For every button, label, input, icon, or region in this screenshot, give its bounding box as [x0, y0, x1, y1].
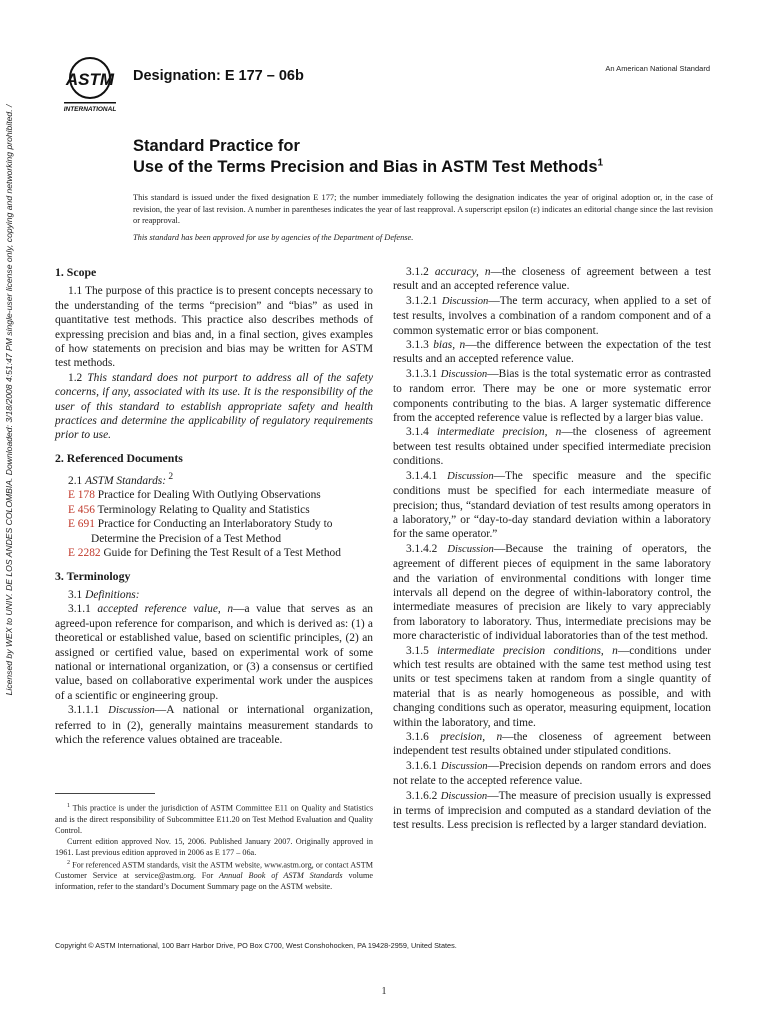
- document-title: [133, 136, 733, 178]
- ref-link[interactable]: E 456: [68, 503, 95, 516]
- title-line-2: Use of the Terms Precision and Bias in ASTM Test Methods$^1$: [133, 157, 604, 176]
- para-2-1: 2.1 ASTM Standards: $^2$: [68, 472, 174, 488]
- license-side-notice: Licensed by WEX to UNIV. DE LOS ANDES COLOMBIA. Downloaded: 3/18/2008 4:51:47 PM single-user license only, copying and networking prohibited. /: [4, 104, 14, 696]
- footnotes: [55, 801, 373, 892]
- title-line-1: Standard Practice for: [133, 137, 300, 155]
- footnote-1-edition: Current edition approved Nov. 15, 2006. Published January 2007. Originally approved in 1961. Last previous edition approved in 2006 as E 177 – 06a.: [55, 836, 373, 857]
- para-3-1-5: 3.1.5 intermediate precision conditions, n—conditions under which test results are obtained with the same test method using test units or test specimens taken at random from a single quantity of material that is as nearly homogeneous as possible, and with changing conditions such as operator, measuring equipment, location within the laboratory, and time.: [393, 644, 711, 729]
- para-3-1-2-1: 3.1.2.1 Discussion—The term accuracy, when applied to a set of test results, involves a combination of a random component and of a common systematic error or bias component.: [393, 294, 711, 337]
- para-3-1-6-2: 3.1.6.2 Discussion—The measure of precision usually is expressed in terms of imprecision and computed as a standard deviation of the test results. Less precision is reflected by a larger standard deviation.: [393, 789, 712, 832]
- para-1-2: 1.2 This standard does not purport to address all of the safety concerns, if any, associated with its use. It is the responsibility of the user of this standard to establish appropriate safety and health practices and determine the applicability of regulatory requirements prior to use.: [55, 371, 373, 442]
- ref-e2282[interactable]: E 2282 Guide for Defining the Test Result of a Test Method: [68, 547, 341, 560]
- right-column: [393, 265, 711, 833]
- title-footnote-mark: 1: [597, 157, 604, 169]
- dod-approval-note: This standard has been approved for use by agencies of the Department of Defense.: [133, 233, 414, 242]
- terminology-heading: 3. Terminology: [55, 568, 131, 583]
- scope-heading: 1. Scope: [55, 265, 97, 279]
- preamble: This standard is issued under the fixed designation E 177; the number immediately following the designation indicates the year of original adoption or, in the case of revision, the year of last revision. A number in parentheses indicates the year of last reapproval. A superscript epsilon (ε) indicates an editorial change since the last revision or reapproval.: [133, 193, 713, 226]
- logo-letters: ASTM: [65, 70, 115, 89]
- para-3-1-3-1: 3.1.3.1 Discussion—Bias is the total systematic error as contrasted to random error. There may be one or more systematic error components contributing to the bias. A larger systematic difference from the accepted reference value is reflected by a larger bias value.: [393, 367, 712, 425]
- ref-e691-continuation: Determine the Precision of a Test Method: [91, 532, 282, 545]
- para-3-1-3: 3.1.3 bias, n—the difference between the expectation of the test results and an accepted reference value.: [393, 339, 711, 366]
- logo-sub: INTERNATIONAL: [63, 106, 117, 113]
- para-3-1-6-1: 3.1.6.1 Discussion—Precision depends on random errors and does not relate to the accepted reference value.: [393, 759, 711, 788]
- american-national-standard-label: An American National Standard: [605, 64, 710, 73]
- para-3-1-2: 3.1.2 accuracy, n—the closeness of agreement between a test result and an accepted reference value.: [393, 266, 711, 293]
- ref-link[interactable]: E 691: [68, 518, 95, 531]
- ref-e456[interactable]: E 456 Terminology Relating to Quality and Statistics: [68, 503, 310, 516]
- footnote-1: $^1$ This practice is under the jurisdiction of ASTM Committee E11 on Quality and Statistics and is the direct responsibility of Subcommittee E11.20 on Test Method Evaluation and Quality Control.: [55, 803, 373, 835]
- ref-e691[interactable]: E 691 Practice for Conducting an Interlaboratory Study to: [68, 518, 333, 531]
- astm-logo: [58, 54, 122, 114]
- designation: Designation: E 177 – 06b: [133, 68, 304, 84]
- referenced-documents-heading: 2. Referenced Documents: [55, 450, 183, 465]
- para-3-1-4: 3.1.4 intermediate precision, n—the closeness of agreement between test results obtained under specified intermediate precision conditions.: [393, 426, 711, 468]
- para-3-1-1: 3.1.1 accepted reference value, n—a value that serves as an agreed-upon reference for comparison, and which is derived as: (1) a theoretical or established value, based on scientific principles, (2) an assigned or certified value, based on experimental work of some national or international organization, or (3) a consensus or certified value, based on collaborative experimental work under the auspices of a scientific or engineering group.: [55, 603, 373, 702]
- ref-link[interactable]: E 2282: [68, 547, 101, 560]
- para-3-1-6: 3.1.6 precision, n—the closeness of agreement between independent test results obtained under stipulated conditions.: [393, 731, 712, 758]
- ref-e178[interactable]: E 178 Practice for Dealing With Outlying Observations: [68, 489, 321, 502]
- para-3-1-4-1: 3.1.4.1 Discussion—The specific measure and the specific conditions must be specified for each intermediate measure of precision; thus, “standard deviation of test results among operators in a laboratory,” or “day-to-day standard deviation within a laboratory for the same operator.”: [393, 469, 712, 541]
- page-number: 1: [381, 986, 387, 997]
- footnote-2: $^2$ For referenced ASTM standards, visit the ASTM website, www.astm.org, or contact ASTM Customer Service at service@astm.org. For Annual Book of ASTM Standards volume information, refer to the standard’s Document Summary page on the ASTM website.: [55, 859, 374, 892]
- para-3-1-4-2: 3.1.4.2 Discussion—Because the training of operators, the agreement of different pieces of equipment in the same laboratory and the variation of environmental conditions with longer time intervals all depend on the degree of within-laboratory control, the intermediate measures of precision are likely to vary appreciably from laboratory to laboratory. Thus, intermediate precisions may be more characteristic of individual laboratories than of the test method.: [393, 542, 712, 643]
- footnote-divider: [55, 793, 155, 794]
- para-3-1: 3.1 Definitions:: [68, 588, 140, 601]
- para-3-1-1-1: 3.1.1.1 Discussion—A national or international organization, referred to in (2), generally maintains measurement standards to which the reference values obtained are traceable.: [55, 704, 373, 746]
- para-1-1: 1.1 The purpose of this practice is to present concepts necessary to the understanding of the terms “precision” and “bias” as used in quantitative test methods. This practice also describes methods of expressing precision and bias and, in a final section, gives examples of how statements on precision and bias may be written for ASTM test methods.: [55, 285, 373, 370]
- left-column: [55, 265, 373, 785]
- ref-link[interactable]: E 178: [68, 489, 95, 502]
- copyright-line: Copyright © ASTM International, 100 Barr Harbor Drive, PO Box C700, West Conshohocken, PA 19428-2959, United States.: [55, 941, 457, 950]
